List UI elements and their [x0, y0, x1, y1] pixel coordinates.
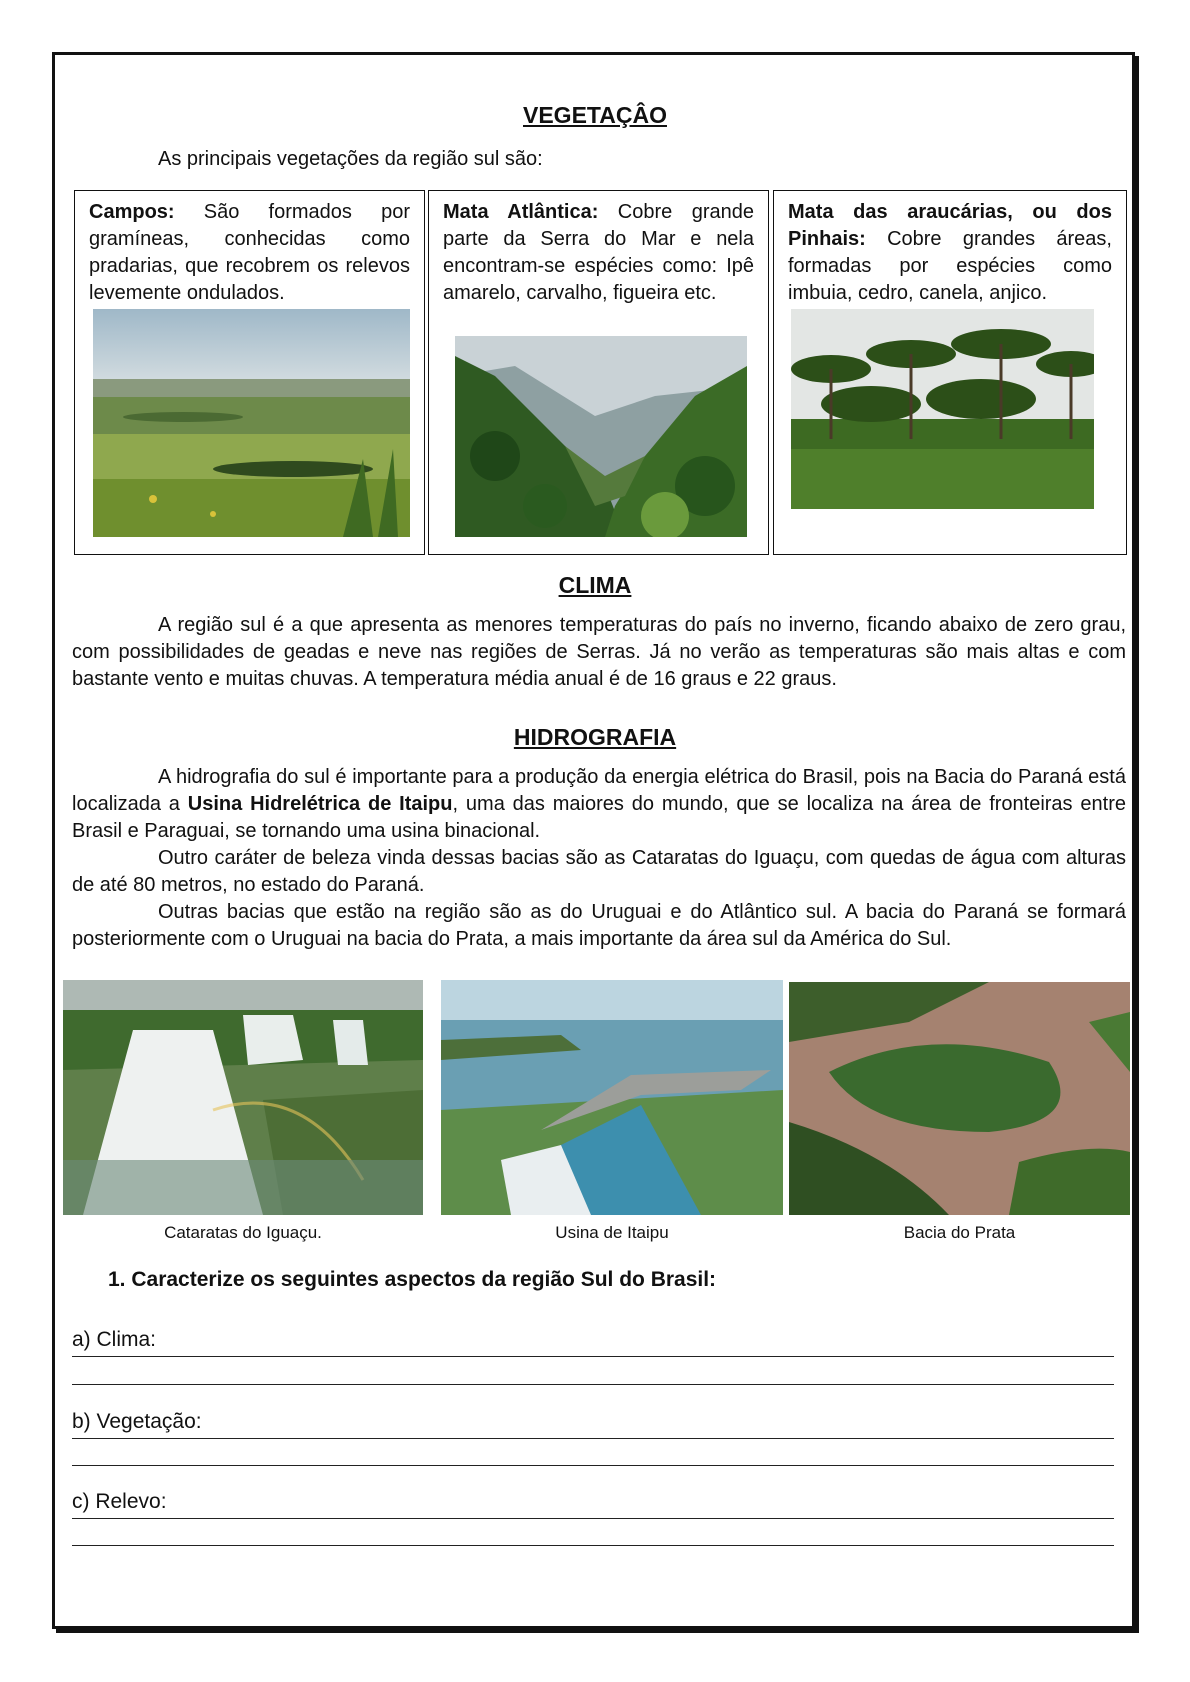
- araucarias-text: Cobre grandes áreas, formadas por espécies como imbuia, cedro, canela, anjico.: [788, 228, 1112, 304]
- answer-line[interactable]: [72, 1356, 1114, 1357]
- vegetation-box-araucarias: [773, 190, 1127, 555]
- araucarias-photo: [791, 309, 1094, 509]
- caption-bacia-prata: Bacia do Prata: [903, 1223, 1016, 1242]
- vegetacao-intro: As principais vegetações da região sul são:: [158, 148, 543, 170]
- question-item-clima: a) Clima:: [72, 1328, 157, 1351]
- mata-atlantica-photo: [455, 336, 747, 537]
- answer-line[interactable]: [72, 1545, 1114, 1546]
- vegetation-box-campos: [74, 190, 425, 555]
- clima-text: A região sul é a que apresenta as menores temperaturas do país no inverno, ficando abaixo de zero grau, com possibilidades de geadas e neve nas regiões de Serras. Já no verão as temperaturas são mais altas e com bastante vento e muitas chuvas. A temperatura média anual é de 16 graus e 22 graus.: [72, 614, 1126, 690]
- cataratas-photo: [63, 980, 423, 1215]
- bacia-prata-photo: [789, 982, 1130, 1215]
- answer-line[interactable]: [72, 1518, 1114, 1519]
- hidrografia-paragraph-3: Outras bacias que estão na região são as do Uruguai e do Atlântico sul. A bacia do Paraná se formará posteriormente com o Uruguai na bacia do Prata, a mais importante da área sul da América do Sul.: [72, 901, 1126, 950]
- mata-atlantica-text: Cobre grande parte da Serra do Mar e nela encontram-se espécies como: Ipê amarelo, carvalho, figueira etc.: [443, 201, 754, 304]
- answer-line[interactable]: [72, 1384, 1114, 1385]
- answer-line[interactable]: [72, 1465, 1114, 1466]
- campos-text: São formados por gramíneas, conhecidas como pradarias, que recobrem os relevos levemente ondulados.: [89, 201, 410, 304]
- araucarias-label: Mata das araucárias, ou dos Pinhais:: [788, 201, 1112, 250]
- question-item-relevo: c) Relevo:: [72, 1490, 167, 1513]
- vegetation-box-mata-atlantica: [428, 190, 769, 555]
- caption-itaipu: Usina de Itaipu: [555, 1223, 669, 1242]
- vegetacao-title: VEGETAÇÂO: [523, 102, 667, 128]
- hidrografia-title: HIDROGRAFIA: [513, 724, 677, 750]
- clima-title: CLIMA: [558, 572, 632, 598]
- itaipu-photo: [441, 980, 783, 1215]
- question-title: 1. Caracterize os seguintes aspectos da região Sul do Brasil:: [108, 1268, 717, 1291]
- campos-photo: [93, 309, 410, 537]
- hidrografia-paragraph-2: Outro caráter de beleza vinda dessas bacias são as Cataratas do Iguaçu, com quedas de água com alturas de até 80 metros, no estado do Paraná.: [72, 847, 1126, 896]
- caption-cataratas: Cataratas do Iguaçu.: [164, 1223, 322, 1242]
- question-item-vegetacao: b) Vegetação:: [72, 1410, 202, 1433]
- hidrografia-paragraph-1: A hidrografia do sul é importante para a produção da energia elétrica do Brasil, pois na Bacia do Paraná está localizada a Usina Hidrelétrica de Itaipu, uma das maiores do mundo, que se localiza na área de fronteiras entre Brasil e Paraguai, se tornando uma usina binacional.: [72, 766, 1126, 842]
- campos-label: Campos:: [89, 201, 175, 223]
- itaipu-bold: Usina Hidrelétrica de Itaipu: [187, 793, 453, 815]
- answer-line[interactable]: [72, 1438, 1114, 1439]
- mata-atlantica-label: Mata Atlântica:: [443, 201, 599, 223]
